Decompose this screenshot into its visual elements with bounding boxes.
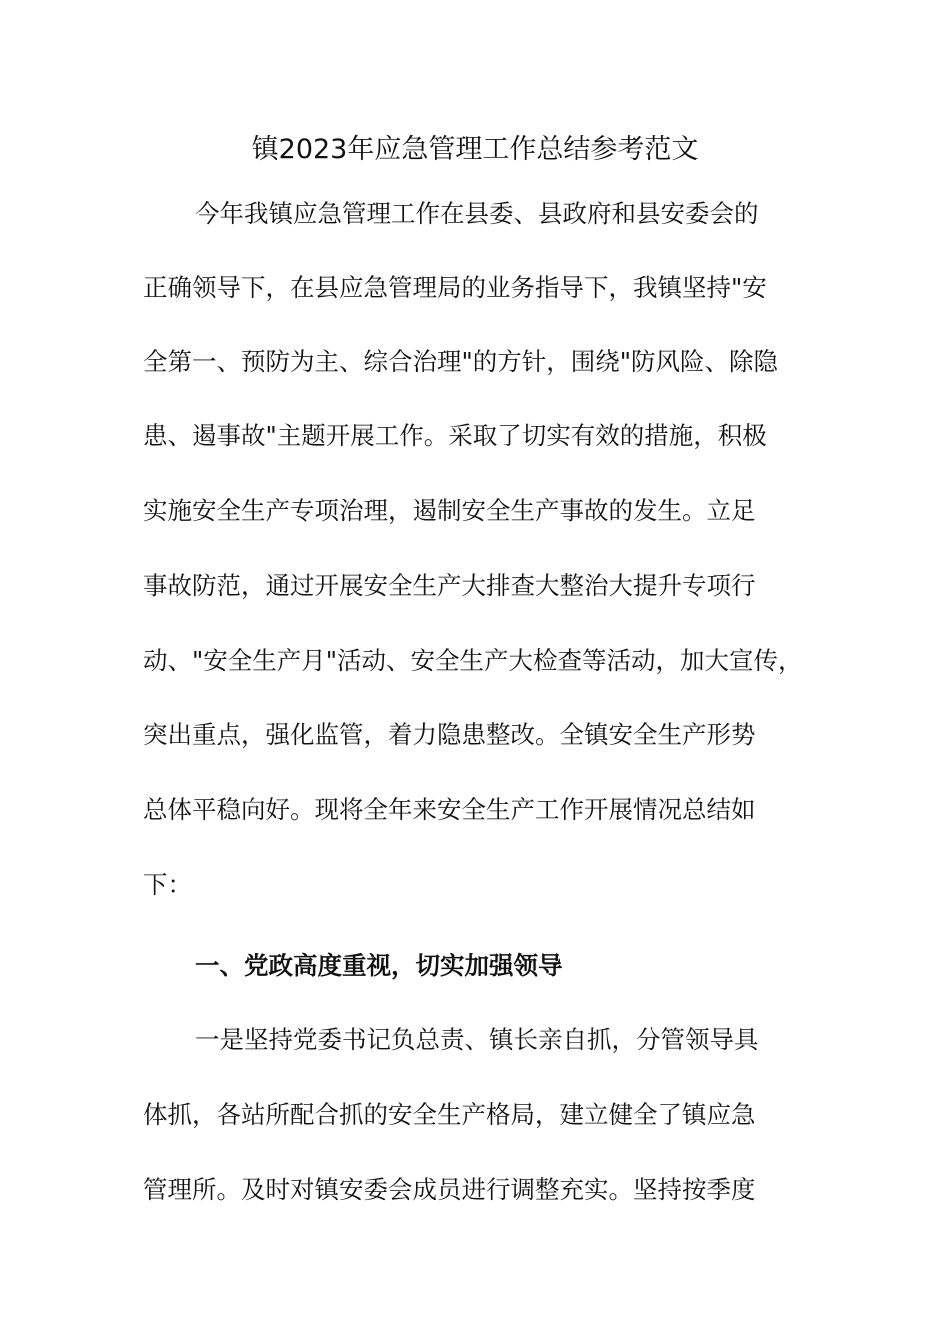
paragraph-line: 突出重点，强化监管，着力隐患整改。全镇安全生产形势 [143, 720, 756, 749]
paragraph-line: 正确领导下，在县应急管理局的业务指导下，我镇坚持"安 [143, 273, 767, 302]
paragraph-line: 体抓，各站所配合抓的安全生产格局，建立健全了镇应急 [143, 1100, 756, 1129]
paragraph-line: 今年我镇应急管理工作在县委、县政府和县安委会的 [195, 199, 759, 228]
paragraph-line: 管理所。及时对镇安委会成员进行调整充实。坚持按季度 [143, 1175, 756, 1204]
paragraph-line: 下： [143, 870, 192, 899]
paragraph-line: 总体平稳向好。现将全年来安全生产工作开展情况总结如 [143, 795, 756, 824]
paragraph-line: 动、"安全生产月"活动、安全生产大检查等活动，加大宣传， [143, 646, 803, 675]
paragraph-line: 实施安全生产专项治理，遏制安全生产事故的发生。立足 [143, 496, 756, 525]
paragraph-line: 事故防范，通过开展安全生产大排查大整治大提升专项行 [143, 571, 756, 600]
section-heading: 一、党政高度重视，切实加强领导 [195, 951, 563, 980]
paragraph-line: 一是坚持党委书记负总责、镇长亲自抓，分管领导具 [195, 1025, 759, 1054]
document-title: 镇2023年应急管理工作总结参考范文 [251, 134, 699, 165]
paragraph-line: 患、遏事故"主题开展工作。采取了切实有效的措施，积极 [143, 421, 767, 450]
paragraph-line: 全第一、预防为主、综合治理"的方针，围绕"防风险、除隐 [143, 347, 779, 376]
